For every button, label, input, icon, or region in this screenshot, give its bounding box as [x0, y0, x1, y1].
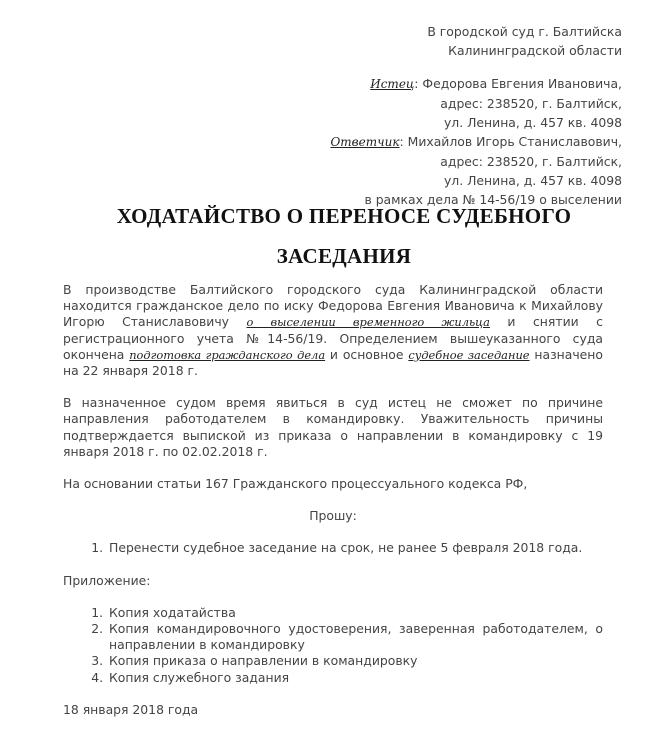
- request-item: 1. Перенести судебное заседание на срок, не ранее 5 февраля 2018 года.: [107, 540, 603, 556]
- text-segment: и снятии с регистрационного учета №14-56/19. Определением вышеуказанного суда окончена: [63, 314, 603, 362]
- paragraph-case-info: [63, 282, 603, 379]
- document-header: [330, 22, 622, 209]
- plaintiff-address-2: ул. Ленина, д. 457 кв. 4098: [443, 115, 622, 130]
- attachment-item: 3. Копия приказа о направлении в командировку: [107, 653, 603, 669]
- request-heading: Прошу:: [309, 508, 357, 524]
- document-date: 18 января 2018 года: [63, 701, 199, 717]
- paragraph-legal-basis: На основании статьи 167 Гражданского процессуального кодекса РФ,: [63, 476, 528, 492]
- document-body: [63, 282, 603, 734]
- link-court-hearing[interactable]: судебное заседание: [408, 347, 530, 362]
- text-segment: В производстве Балтийского городского суда Калининградской области находится гражданское дело по иску Федорова Евгения Ивановича к Михайлову Игорю Станиславовичу: [63, 282, 603, 330]
- court-name: В городской суд г. Балтийска: [427, 24, 622, 39]
- plaintiff-label[interactable]: Истец: [370, 77, 415, 91]
- defendant-address-2: ул. Ленина, д. 457 кв. 4098: [443, 173, 622, 188]
- defendant-line: [330, 132, 622, 152]
- attachments-list: [63, 605, 603, 686]
- plaintiff-name: : Федорова Евгения Ивановича,: [414, 76, 622, 91]
- plaintiff-line: [330, 74, 622, 94]
- case-reference: в рамках дела № 14-56/19 о выселении: [364, 192, 622, 207]
- link-case-preparation[interactable]: подготовка гражданского дела: [129, 347, 326, 362]
- attachments-heading: Приложение:: [63, 572, 151, 588]
- defendant-label[interactable]: Ответчик: [330, 135, 400, 149]
- title-line-2: ЗАСЕДАНИЯ: [276, 244, 412, 268]
- attachment-item: 1. Копия ходатайства: [107, 605, 603, 621]
- paragraph-reason: В назначенное судом время явиться в суд истец не сможет по причине направления работодателем в командировку. Уважительность причины подтверждается выпиской из приказа о направлении в командировку с 19 января 2018 г. по 02.02.2018 г.: [63, 395, 603, 459]
- attachment-item: 4. Копия служебного задания: [107, 670, 603, 686]
- document-title: [0, 196, 648, 276]
- plaintiff-address-1: адрес: 238520, г. Балтийск,: [440, 96, 622, 111]
- defendant-name: : Михайлов Игорь Станиславович,: [399, 134, 622, 149]
- court-region: Калининградской области: [448, 43, 622, 58]
- title-line-1: ХОДАТАЙСТВО О ПЕРЕНОСЕ СУДЕБНОГО: [116, 204, 572, 228]
- text-segment: назначено на 22 января 2018 г.: [63, 346, 603, 379]
- link-eviction[interactable]: о выселении временного жильца: [246, 315, 490, 330]
- text-segment: и основное: [325, 346, 409, 362]
- request-list: [63, 540, 603, 556]
- attachment-item: 2. Копия командировочного удостоверения, заверенная работодателем, о направлении в командировку: [107, 621, 603, 653]
- defendant-address-1: адрес: 238520, г. Балтийск,: [440, 154, 622, 169]
